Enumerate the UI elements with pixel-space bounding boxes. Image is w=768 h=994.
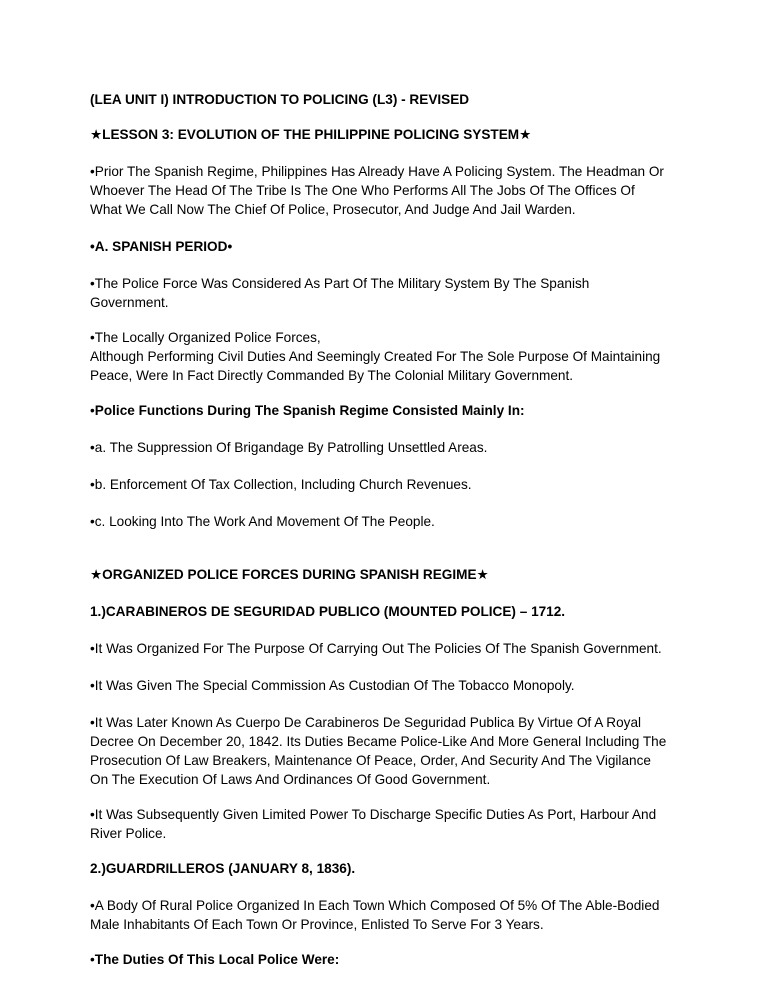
- guardrilleros-paragraph-1: [90, 896, 690, 934]
- text-line: Whoever The Head Of The Tribe Is The One Who Performs All The Jobs Of The Offices Of: [90, 183, 635, 198]
- carabineros-paragraph-2: •It Was Given The Special Commission As Custodian Of The Tobacco Monopoly.: [90, 678, 575, 693]
- spanish-period-heading: •A. SPANISH PERIOD•: [90, 239, 233, 254]
- guardrilleros-heading: 2.)GUARDRILLEROS (JANUARY 8, 1836).: [90, 861, 356, 876]
- lesson-heading: ★LESSON 3: EVOLUTION OF THE PHILIPPINE POLICING SYSTEM★: [90, 127, 532, 142]
- organized-forces-heading: ★ORGANIZED POLICE FORCES DURING SPANISH REGIME★: [90, 567, 489, 582]
- text-line: •A Body Of Rural Police Organized In Each Town Which Composed Of 5% Of The Able-Bodied: [90, 898, 660, 913]
- text-line: On The Execution Of Laws And Ordinances Of Good Government.: [90, 772, 491, 787]
- spanish-paragraph-1: [90, 274, 690, 312]
- carabineros-heading: 1.)CARABINEROS DE SEGURIDAD PUBLICO (MOUNTED POLICE) – 1712.: [90, 604, 566, 619]
- bullet: •: [90, 952, 95, 967]
- text-line: Government.: [90, 295, 169, 310]
- text-line: •The Locally Organized Police Forces,: [90, 330, 321, 345]
- text-line: River Police.: [90, 826, 167, 841]
- text-line: •The Police Force Was Considered As Part Of The Military System By The Spanish: [90, 276, 590, 291]
- document-title: (LEA UNIT I) INTRODUCTION TO POLICING (L3) - REVISED: [90, 92, 470, 107]
- text-line: Prosecution Of Law Breakers, Maintenance Of Peace, Order, And Security And The Vigilance: [90, 753, 651, 768]
- functions-heading: [90, 401, 690, 420]
- text-line: What We Call Now The Chief Of Police, Prosecutor, And Judge And Jail Warden.: [90, 202, 576, 217]
- text-line: •It Was Later Known As Cuerpo De Carabineros De Seguridad Publica By Virtue Of A Royal: [90, 715, 642, 730]
- text-line: •Prior The Spanish Regime, Philippines Has Already Have A Policing System. The Headman Or: [90, 164, 664, 179]
- duties-heading: [90, 950, 690, 969]
- spanish-paragraph-2: [90, 328, 690, 385]
- document-page: [90, 90, 690, 969]
- text-line: Peace, Were In Fact Directly Commanded By The Colonial Military Government.: [90, 368, 574, 383]
- text-line: Although Performing Civil Duties And Seemingly Created For The Sole Purpose Of Maintaining: [90, 349, 661, 364]
- text-line: Decree On December 20, 1842. Its Duties Became Police-Like And More General Including The: [90, 734, 667, 749]
- intro-paragraph: [90, 162, 690, 219]
- text-line: •It Was Subsequently Given Limited Power To Discharge Specific Duties As Port, Harbour And: [90, 807, 657, 822]
- function-item-b: •b. Enforcement Of Tax Collection, Including Church Revenues.: [90, 477, 472, 492]
- duties-heading-text: The Duties Of This Local Police Were:: [94, 952, 340, 967]
- carabineros-paragraph-1: •It Was Organized For The Purpose Of Carrying Out The Policies Of The Spanish Government.: [90, 641, 662, 656]
- functions-heading-text: Police Functions During The Spanish Regime Consisted Mainly In:: [94, 403, 525, 418]
- function-item-a: •a. The Suppression Of Brigandage By Patrolling Unsettled Areas.: [90, 440, 488, 455]
- carabineros-paragraph-4: [90, 805, 690, 843]
- text-line: Male Inhabitants Of Each Town Or Province, Enlisted To Serve For 3 Years.: [90, 917, 544, 932]
- carabineros-paragraph-3: [90, 713, 690, 789]
- function-item-c: •c. Looking Into The Work And Movement Of The People.: [90, 514, 435, 529]
- bullet: •: [90, 403, 95, 418]
